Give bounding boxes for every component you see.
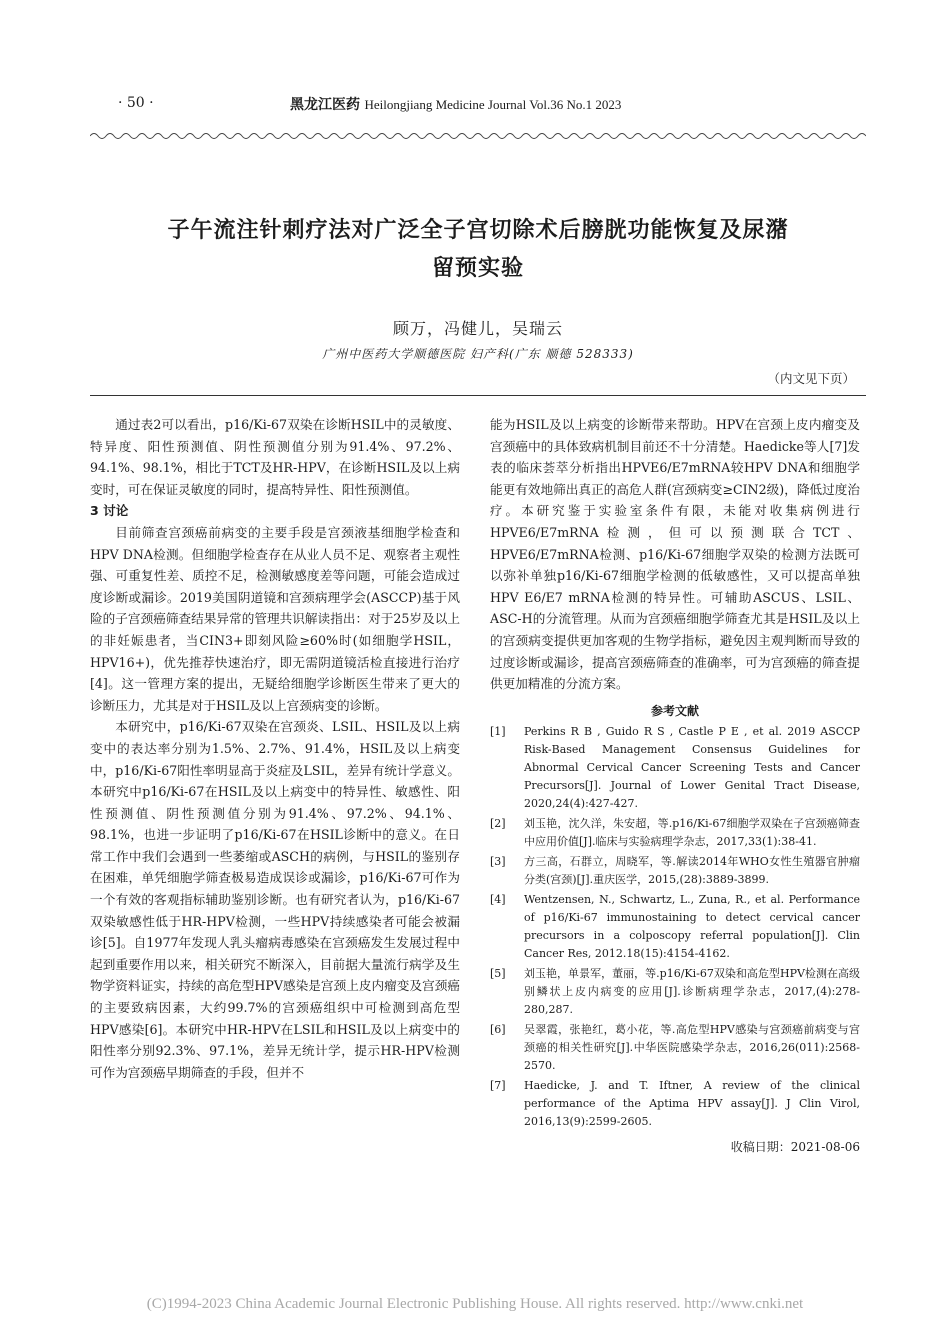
separator-rule: [90, 395, 866, 396]
reference-number: [5]: [490, 966, 506, 980]
right-column: [490, 414, 860, 1157]
continued-note: （内文见下页）: [767, 371, 855, 386]
paragraph: 本研究中，p16/Ki-67双染在宫颈炎、LSIL、HSIL及以上病变中的表达率分别为1.5%、2.7%、91.4%，HSIL及以上病变中，p16/Ki-67阳性率明显高于炎症及LSIL，差异有统计学意义。本研究中p16/Ki-67在HSIL及以上病变中的特异性、敏感性、阳性预测值、阴性预测值分别为91.4%、97.2%、94.1%、98.1%，也进一步证明了p16/Ki-67在HSIL诊断中的意义。在日常工作中我们会遇到一些萎缩或ASCH的病例，与HSIL的鉴别存在困难，单凭细胞学筛查极易造成误诊或漏诊，p16/Ki-67可作为一个有效的客观指标辅助鉴别诊断。也有研究者认为，p16/Ki-67双染敏感性低于HR-HPV检测，一些HPV持续感染者可能会被漏诊[5]。自1977年发现人乳头瘤病毒感染在宫颈癌发生发展过程中起到重要作用以来，相关研究不断深入，目前据大量流行病学及生物学资料证实，持续的高危型HPV感染是宫颈上皮内瘤变及宫颈癌的主要致病因素，大约99.7%的宫颈癌组织中可检测到高危型HPV感染[6]。本研究中HR-HPV在LSIL和HSIL及以上病变中的阳性率分别92.3%、97.1%，差异无统计学，提示HR-HPV检测可作为宫颈癌早期筛查的手段，但并不: [90, 719, 460, 1080]
running-header: [0, 93, 950, 117]
paragraph: 能为HSIL及以上病变的诊断带来帮助。HPV在宫颈上皮内瘤变及宫颈癌中的具体致病机制目前还不十分清楚。Haedicke等人[7]发表的临床荟萃分析指出HPVE6/E7mRNA较HPV DNA和细胞学能更有效地筛出真正的高危人群(宫颈病变≥CIN2级)，降低过度治疗。本研究鉴于实验室条件有限，未能对收集病例进行HPVE6/E7mRNA检测，但可以预测联合TCT、HPVE6/E7mRNA检测、p16/Ki-67细胞学双染的检测方法既可以弥补单独p16/Ki-67细胞学检测的低敏感性，又可以提高单独HPV E6/E7 mRNA检测的特异性。可辅助ASCUS、LSIL、ASC-H的分流管理。从而为宫颈癌细胞学筛查尤其是HSIL及以上的宫颈病变提供更加客观的生物学指标，避免因主观判断而导致的过度诊断或漏诊，提高宫颈癌筛查的准确率，可为宫颈癌的筛查提供更加精准的分流方案。: [490, 417, 860, 692]
journal-name-en: Heilongjiang Medicine Journal Vol.36 No.1 2023: [364, 97, 622, 112]
reference-text: 吴翠霞，张艳红，葛小花，等.高危型HPV感染与宫颈癌前病变与宫颈癌的相关性研究[J].中华医院感染学杂志，2016,26(011):2568-2570.: [524, 1022, 860, 1072]
copyright-footer: (C)1994-2023 China Academic Journal Electronic Publishing House. All rights reserved. http://www.cnki.net: [146, 1296, 804, 1312]
left-column: [90, 414, 460, 1083]
reference-item: [490, 891, 860, 963]
reference-number: [6]: [490, 1022, 506, 1036]
wavy-divider: [90, 130, 866, 142]
section-heading: 3 讨论: [90, 503, 129, 519]
reference-item: [490, 1021, 860, 1075]
reference-text: Haedicke, J. and T. Iftner, A review of the clinical performance of the Aptima HPV assay[J]. J Clin Virol, 2016,13(9):2599-2605.: [524, 1078, 860, 1128]
reference-number: [2]: [490, 816, 506, 830]
reference-number: [3]: [490, 854, 506, 868]
reference-number: [4]: [490, 892, 506, 906]
title-line-2: 留预实验: [431, 256, 524, 281]
article-title: [90, 212, 866, 288]
paragraph: 通过表2可以看出，p16/Ki-67双染在诊断HSIL中的灵敏度、特异度、阳性预测值、阴性预测值分别为91.4%、97.2%、94.1%、98.1%，相比于TCT及HR-HPV，在诊断HSIL及以上病变时，可在保证灵敏度的同时，提高特异性、阳性预测值。: [90, 417, 460, 497]
reference-item: [490, 965, 860, 1019]
reference-text: 刘玉艳，单景军，董丽，等.p16/Ki-67双染和高危型HPV检测在高级别鳞状上皮内病变的应用[J].诊断病理学杂志，2017,(4):278-280,287.: [524, 966, 860, 1016]
reference-text: 方三高，石群立，周晓军，等.解读2014年WHO女性生殖器官肿瘤分类(宫颈)[J].重庆医学，2015,(28):3889-3899.: [524, 854, 860, 886]
reference-item: [490, 815, 860, 851]
reference-text: Perkins R B , Guido R S , Castle P E , et al. 2019 ASCCP Risk-Based Management Consensus Guidelines for Abnormal Cervical Cancer Screening Tests and Cancer Precursors[J]. Journal of Lower Genital Tract Disease, 2020,24(4):427-427.: [524, 724, 860, 810]
affiliation: 广州中医药大学顺德医院 妇产科(广东 顺德 528333): [322, 347, 634, 361]
reference-number: [7]: [490, 1078, 506, 1092]
references-heading: 参考文献: [650, 703, 699, 718]
received-date: 收稿日期：2021-08-06: [730, 1139, 860, 1154]
reference-item: [490, 1077, 860, 1131]
reference-number: [1]: [490, 724, 506, 738]
paragraph: 目前筛查宫颈癌前病变的主要手段是宫颈液基细胞学检查和HPV DNA检测。但细胞学检查存在从业人员不足、观察者主观性强、可重复性差、质控不足，检测敏感度差等问题，可能会造成过度诊断或漏诊。2019美国阴道镜和宫颈病理学会(ASCCP)基于风险的子宫颈癌筛查结果异常的管理共识解读指出：对于25岁及以上的非妊娠患者，当CIN3+即刻风险≥60%时(如细胞学HSIL，HPV16+)，优先推荐快速治疗，即无需阴道镜活检直接进行治疗[4]。这一管理方案的提出，无疑给细胞学诊断医生带来了更大的诊断压力，尤其是对于HSIL及以上宫颈病变的诊断。: [90, 524, 460, 713]
reference-text: Wentzensen, N., Schwartz, L., Zuna, R., et al. Performance of p16/Ki-67 immunostaining to detect cervical cancer precursors in a colposcopy referral population[J]. Clin Cancer Res, 2012.18(15):4154-4162.: [524, 892, 860, 960]
reference-list: [490, 723, 860, 1131]
title-line-1: 子午流注针刺疗法对广泛全子宫切除术后膀胱功能恢复及尿潴: [167, 218, 789, 243]
reference-item: [490, 853, 860, 889]
reference-text: 刘玉艳，沈久洋，朱安超，等.p16/Ki-67细胞学双染在子宫颈癌筛查中应用价值[J].临床与实验病理学杂志，2017,33(1):38-41.: [524, 816, 860, 848]
authors: 顾万，冯健儿，吴瑞云: [392, 319, 563, 338]
journal-name-cn: 黑龙江医药: [290, 97, 360, 113]
reference-item: [490, 723, 860, 813]
page-number: · 50 ·: [118, 95, 154, 111]
journal-title: [290, 94, 621, 114]
